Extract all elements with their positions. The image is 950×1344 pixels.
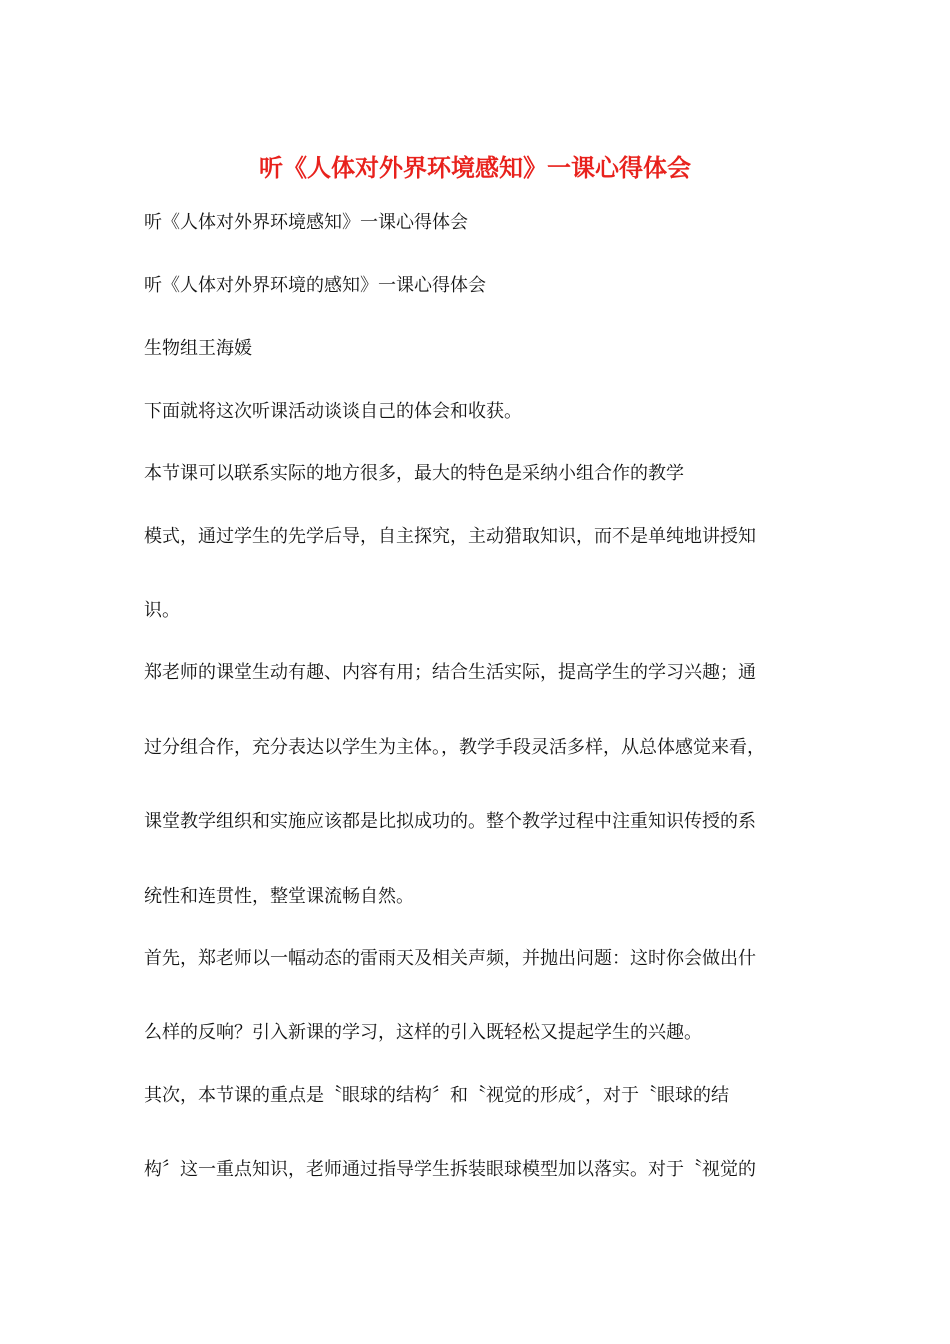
text-line: 课堂教学组织和实施应该都是比拟成功的。整个教学过程中注重知识传授的系 — [144, 811, 756, 832]
text-line: 首先，郑老师以一幅动态的雷雨天及相关声频，并抛出问题：这时你会做出什 — [144, 948, 756, 969]
text-line: 郑老师的课堂生动有趣、内容有用；结合生活实际，提高学生的学习兴趣；通 — [144, 662, 756, 683]
text-line: 过分组合作，充分表达以学生为主体。，教学手段灵活多样，从总体感觉来看， — [144, 737, 765, 758]
text-line: 构〞这一重点知识，老师通过指导学生拆装眼球模型加以落实。对于〝视觉的 — [144, 1159, 756, 1180]
text-line: 模式，通过学生的先学后导，自主探究，主动猎取知识，而不是单纯地讲授知 — [144, 526, 756, 547]
text-line: 听《人体对外界环境感知》一课心得体会 — [144, 212, 468, 233]
author-line: 生物组王海媛 — [144, 338, 252, 359]
text-line: 识。 — [144, 600, 180, 621]
text-line: 么样的反响？引入新课的学习，这样的引入既轻松又提起学生的兴趣。 — [144, 1022, 702, 1043]
text-line: 听《人体对外界环境的感知》一课心得体会 — [144, 275, 486, 296]
text-line: 其次，本节课的重点是〝眼球的结构〞和〝视觉的形成〞，对于〝眼球的结 — [144, 1085, 729, 1106]
text-line: 统性和连贯性，整堂课流畅自然。 — [144, 886, 414, 907]
document-title: 听《人体对外界环境感知》一课心得体会 — [259, 153, 691, 182]
text-line: 下面就将这次听课活动谈谈自己的体会和收获。 — [144, 401, 522, 422]
text-line: 本节课可以联系实际的地方很多，最大的特色是采纳小组合作的教学 — [144, 463, 684, 484]
